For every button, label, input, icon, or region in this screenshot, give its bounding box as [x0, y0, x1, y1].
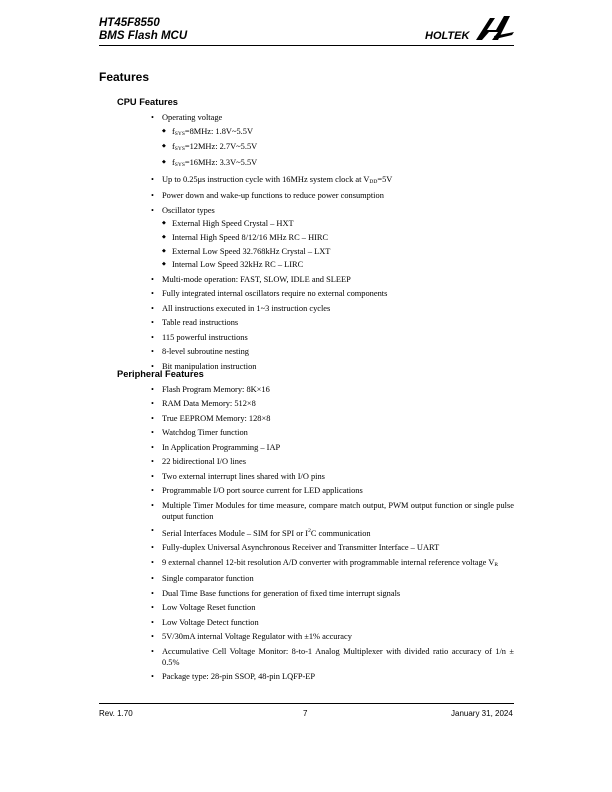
list-item: • Flash Program Memory: 8K×16 [150, 385, 514, 396]
list-item: • RAM Data Memory: 512×8 [150, 399, 514, 410]
list-item: • 9 external channel 12-bit resolution A/D converter with programmable internal reference voltage $V_R$ [150, 558, 514, 571]
list-item: ◆ External Low Speed 32.768kHz Crystal – LXT [162, 247, 514, 258]
list-item: • Watchdog Timer function [150, 428, 514, 439]
list-item: • Up to 0.25μs instruction cycle with 16MHz system clock at $V_{DD}=5V$ [150, 175, 514, 188]
list-item: • Single comparator function [150, 574, 514, 585]
list-item: • Serial Interfaces Module – SIM for SPI or $I^2C$ communication [150, 526, 514, 540]
list-item: • All instructions executed in 1~3 instruction cycles [150, 304, 514, 315]
list-item: • 115 powerful instructions [150, 333, 514, 344]
document-header [99, 17, 187, 43]
list-item: • True EEPROM Memory: 128×8 [150, 414, 514, 425]
list-item: • Operating voltage ◆ $f_{SYS}=8MHz$: 1.8V~5.5V ◆ $f_{SYS}=12MHz$: 2.7V~5.5V ◆ $f_{SYS}=16MHz$: 3.3V~5.5V [150, 113, 514, 171]
part-number: HT45F8550 [99, 17, 160, 29]
list-item: • Fully-duplex Universal Asynchronous Receiver and Transmitter Interface – UART [150, 543, 514, 554]
document-date: January 31, 2024 [451, 709, 513, 718]
header-rule [99, 45, 514, 46]
list-item: • 22 bidirectional I/O lines [150, 457, 514, 468]
section-title: Features [99, 70, 150, 84]
list-item: • Power down and wake-up functions to reduce power consumption [150, 191, 514, 202]
peripheral-features-list [150, 385, 514, 687]
list-item: • Programmable I/O port source current for LED applications [150, 486, 514, 497]
list-item: ◆ $f_{SYS}=8MHz$: 1.8V~5.5V [162, 127, 514, 140]
list-item: ◆ Internal High Speed 8/12/16 MHz RC – HIRC [162, 233, 514, 244]
list-item: • Low Voltage Reset function [150, 603, 514, 614]
holtek-logo [424, 12, 516, 44]
logo-text: HOLTEK [425, 30, 470, 42]
list-item: • Multiple Timer Modules for time measure, compare match output, PWM output function or single pulse output function [150, 501, 514, 523]
list-item: • Low Voltage Detect function [150, 618, 514, 629]
list-item: ◆ $f_{SYS}=16MHz$: 3.3V~5.5V [162, 158, 514, 171]
list-item: • Fully integrated internal oscillators require no external components [150, 289, 514, 300]
list-item: ◆ $f_{SYS}=12MHz$: 2.7V~5.5V [162, 142, 514, 155]
list-item: • Bit manipulation instruction [150, 362, 514, 373]
voltage-sublist [162, 127, 514, 171]
product-name: BMS Flash MCU [99, 30, 188, 42]
revision: Rev. 1.70 [99, 709, 133, 718]
list-item: • Table read instructions [150, 318, 514, 329]
list-item: • Package type: 28-pin SSOP, 48-pin LQFP-EP [150, 672, 514, 683]
list-item: ◆ Internal Low Speed 32kHz RC – LIRC [162, 260, 514, 271]
list-item: • Multi-mode operation: FAST, SLOW, IDLE and SLEEP [150, 275, 514, 286]
list-item: ◆ External High Speed Crystal – HXT [162, 219, 514, 230]
cpu-features-heading: CPU Features [117, 97, 178, 107]
list-item: • Accumulative Cell Voltage Monitor: 8-to-1 Analog Multiplexer with divided ratio accuracy of 1/n ± 0.5% [150, 647, 514, 669]
list-item: • Dual Time Base functions for generation of fixed time interrupt signals [150, 589, 514, 600]
list-item: • 5V/30mA internal Voltage Regulator with ±1% accuracy [150, 632, 514, 643]
list-item: • 8-level subroutine nesting [150, 347, 514, 358]
peripheral-features-heading: Peripheral Features [117, 369, 204, 379]
cpu-features-list [150, 113, 514, 376]
list-item: • Two external interrupt lines shared with I/O pins [150, 472, 514, 483]
oscillator-sublist [162, 219, 514, 271]
list-item: • In Application Programming – IAP [150, 443, 514, 454]
page-number: 7 [303, 709, 308, 718]
list-item: • Oscillator types ◆ External High Speed Crystal – HXT ◆ Internal High Speed 8/12/16 MHz RC – HIRC ◆ External Low Speed 32.768kHz Crystal – LXT ◆ Internal Low Speed 32kHz RC – LIRC [150, 206, 514, 272]
footer-rule [99, 703, 514, 704]
